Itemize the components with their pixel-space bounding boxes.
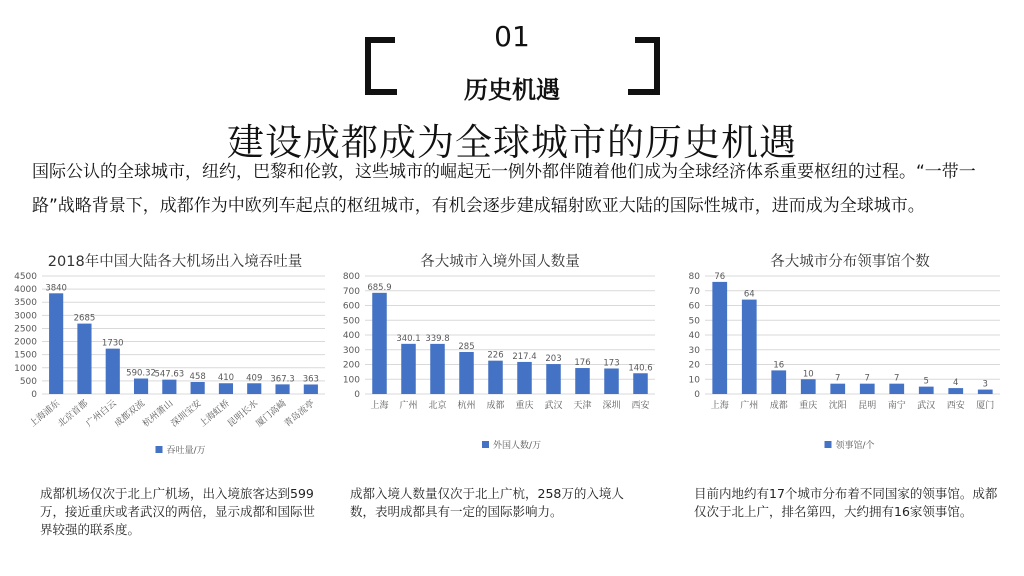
bar <box>712 282 727 394</box>
data-label: 2685 <box>73 313 96 324</box>
bar <box>633 373 648 394</box>
x-tick-label: 天津 <box>573 401 592 411</box>
y-tick-label: 0 <box>694 390 700 400</box>
data-label: 3 <box>982 379 988 390</box>
x-tick-label: 厦门 <box>976 401 995 411</box>
legend-swatch <box>482 441 489 448</box>
x-tick-label: 沈阳 <box>828 401 847 411</box>
x-tick-label: 南宁 <box>887 401 906 411</box>
legend-swatch <box>156 446 163 453</box>
caption-foreigners: 成都入境人数量仅次于北上广杭，258万的入境人数，表明成都具有一定的国际影响力。 <box>350 486 624 519</box>
y-tick-label: 500 <box>19 376 37 387</box>
y-tick-label: 40 <box>688 331 700 341</box>
data-label: 217.4 <box>512 351 537 362</box>
bar <box>191 382 205 394</box>
y-tick-label: 4500 <box>14 272 37 282</box>
data-label: 10 <box>802 369 814 380</box>
bar <box>488 361 503 394</box>
x-tick-label: 成都双流 <box>112 398 147 430</box>
page-headline: 建设成都成为全球城市的历史机遇 <box>227 121 797 164</box>
y-tick-label: 3500 <box>14 298 37 309</box>
data-label: 140.6 <box>628 363 653 374</box>
data-label: 340.1 <box>396 333 421 344</box>
data-label: 7 <box>835 373 841 384</box>
x-tick-label: 北京首都 <box>56 398 91 430</box>
data-label: 285 <box>458 341 475 352</box>
x-tick-label: 重庆 <box>799 401 818 411</box>
bar <box>860 384 875 394</box>
caption-airports: 成都机场仅次于北上广机场，出入境旅客达到599万，接近重庆或者武汉的两倍，显示成都和国际世界较强的联系度。 <box>40 486 316 537</box>
y-tick-label: 10 <box>688 375 700 386</box>
data-label: 64 <box>743 289 755 300</box>
y-tick-label: 200 <box>342 360 360 371</box>
bar <box>49 293 63 394</box>
data-label: 4 <box>953 378 959 389</box>
x-tick-label: 西安 <box>631 401 650 411</box>
bar <box>247 383 261 394</box>
x-tick-label: 武汉 <box>917 401 936 411</box>
x-tick-label: 杭州 <box>457 401 476 411</box>
bar <box>830 384 845 394</box>
chart-title-foreigners: 各大城市入境外国人数量 <box>420 254 580 270</box>
bar <box>430 344 445 394</box>
y-tick-label: 300 <box>342 345 360 356</box>
y-tick-label: 400 <box>342 331 360 341</box>
bar <box>77 324 91 394</box>
chart-airports <box>0 268 340 468</box>
data-label: 363 <box>302 374 319 385</box>
bar <box>401 344 416 394</box>
data-label: 226 <box>487 350 504 361</box>
x-tick-label: 广州 <box>740 401 759 411</box>
bar <box>948 388 963 394</box>
bar <box>517 362 532 394</box>
x-tick-label: 成都 <box>769 401 788 411</box>
bar <box>771 370 786 394</box>
x-tick-label: 上海 <box>710 401 729 411</box>
y-tick-label: 80 <box>688 272 700 282</box>
y-tick-label: 800 <box>342 272 360 282</box>
y-tick-label: 600 <box>342 301 360 312</box>
bar <box>372 293 387 394</box>
y-tick-label: 1000 <box>14 363 37 374</box>
data-label: 685.9 <box>367 282 392 293</box>
bar <box>459 352 474 394</box>
legend-label: 吞吐量/万 <box>166 446 206 456</box>
data-label: 458 <box>189 371 206 382</box>
x-tick-label: 武汉 <box>544 401 563 411</box>
bar <box>275 384 289 394</box>
legend-swatch <box>825 441 832 448</box>
y-tick-label: 2000 <box>14 337 37 348</box>
bar <box>801 379 816 394</box>
y-tick-label: 2500 <box>14 324 37 335</box>
legend-label: 领事馆/个 <box>835 441 875 451</box>
y-tick-label: 70 <box>688 286 700 297</box>
y-tick-label: 0 <box>354 390 360 400</box>
data-label: 590.32 <box>126 368 156 379</box>
x-tick-label: 广州 <box>399 401 418 411</box>
data-label: 176 <box>574 358 591 369</box>
y-tick-label: 700 <box>342 286 360 297</box>
x-tick-label: 昆明 <box>858 401 877 411</box>
bar <box>134 379 148 394</box>
bar <box>162 380 176 394</box>
bar <box>219 383 233 394</box>
data-label: 410 <box>217 373 235 384</box>
data-label: 339.8 <box>425 333 450 344</box>
y-tick-label: 500 <box>342 316 360 327</box>
data-label: 16 <box>773 360 785 371</box>
data-label: 3840 <box>45 283 67 294</box>
bar <box>604 368 619 394</box>
legend-label: 外国人数/万 <box>493 441 542 451</box>
x-tick-label: 上海 <box>370 401 389 411</box>
y-tick-label: 3000 <box>14 311 37 322</box>
x-tick-label: 青岛流亭 <box>282 398 317 430</box>
y-tick-label: 1500 <box>14 350 37 361</box>
x-tick-label: 成都 <box>486 401 505 411</box>
bar <box>304 384 318 394</box>
x-tick-label: 昆明长水 <box>226 398 261 430</box>
data-label: 203 <box>545 354 562 365</box>
data-label: 409 <box>246 373 263 384</box>
x-tick-label: 北京 <box>428 401 447 411</box>
data-label: 76 <box>714 271 726 282</box>
x-tick-label: 广州白云 <box>84 398 119 430</box>
chart-consulates <box>675 268 1015 468</box>
x-tick-label: 深圳 <box>602 401 621 411</box>
y-tick-label: 30 <box>688 345 700 356</box>
bar <box>546 364 561 394</box>
x-tick-label: 厦门高崎 <box>254 398 289 430</box>
data-label: 7 <box>894 373 900 384</box>
y-tick-label: 100 <box>342 375 360 386</box>
caption-consulates: 目前内地约有17个城市分布着不同国家的领事馆。成都仅次于北上广，排名第四，大约拥有16家领事馆。 <box>694 486 998 519</box>
data-label: 367.3 <box>270 374 295 385</box>
chart-title-airports: 2018年中国大陆各大机场出入境吞吐量 <box>47 254 303 270</box>
bar <box>575 368 590 394</box>
intro-paragraph: 国际公认的全球城市，纽约，巴黎和伦敦，这些城市的崛起无一例外都伴随着他们成为全球经济体系重要枢纽的过程。“一带一路”战略背景下，成都作为中欧列车起点的枢纽城市，有机会逐步建成辐射欧亚大陆的国际性城市，进而成为全球城市。 <box>32 162 976 216</box>
y-tick-label: 60 <box>688 301 700 312</box>
y-tick-label: 20 <box>688 360 700 371</box>
data-label: 1730 <box>101 338 124 349</box>
x-tick-label: 上海浦东 <box>28 398 63 430</box>
chart-title-consulates: 各大城市分布领事馆个数 <box>770 254 930 270</box>
y-tick-label: 50 <box>688 316 700 327</box>
bar <box>889 384 904 394</box>
x-tick-label: 重庆 <box>515 401 534 411</box>
section-title: 历史机遇 <box>464 76 560 104</box>
x-tick-label: 杭州萧山 <box>141 398 176 430</box>
data-label: 7 <box>864 373 870 384</box>
x-tick-label: 上海虹桥 <box>197 398 232 430</box>
y-tick-label: 0 <box>31 390 37 400</box>
bar <box>978 390 993 394</box>
bar <box>919 387 934 394</box>
data-label: 5 <box>923 376 929 387</box>
y-tick-label: 4000 <box>14 285 37 296</box>
x-tick-label: 西安 <box>946 401 965 411</box>
bar <box>742 300 757 394</box>
bar <box>106 349 120 394</box>
section-number: 01 <box>494 20 530 53</box>
x-tick-label: 深圳宝安 <box>169 398 204 430</box>
data-label: 547.63 <box>154 369 185 380</box>
data-label: 173 <box>603 358 620 369</box>
chart-foreigners <box>330 268 670 468</box>
